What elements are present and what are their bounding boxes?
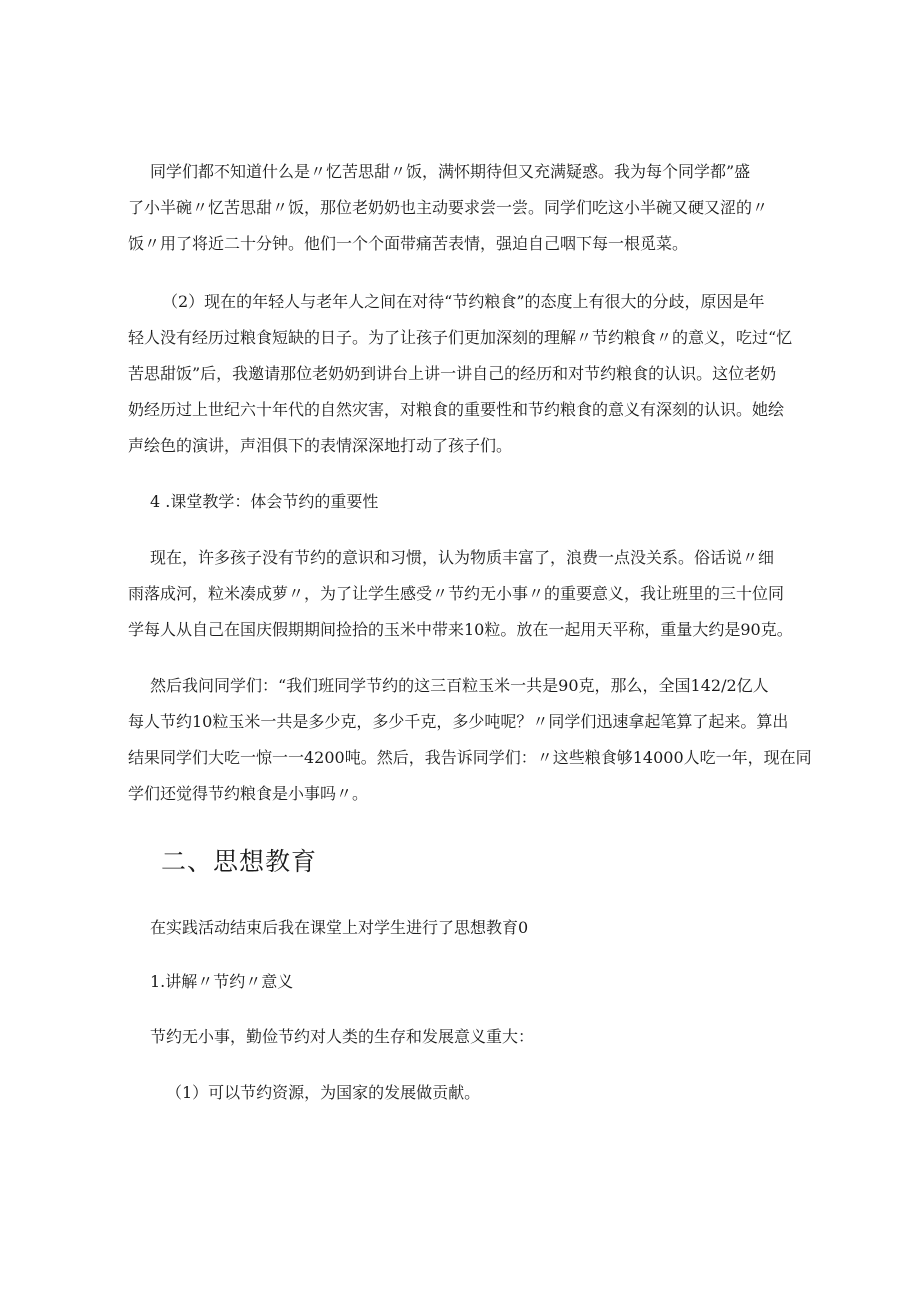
paragraph-corn-experiment [128,540,800,648]
list-item-text: 节约无小事，勤俭节约对人类的生存和发展意义重大： [150,1027,535,1046]
text-line: （2）现在的年轻人与老年人之间在对待“节约粮食”的态度上有很大的分歧，原因是年 [162,292,765,311]
text-line: 轻人没有经历过粮食短缺的日子。为了让孩子们更加深刻的理解〃节约粮食〃的意义，吃过“忆 [128,328,793,347]
text-line: 每人节约10粒玉米一共是多少克，多少千克，多少吨呢？〃同学们迅速拿起笔算了起来。算出 [128,712,789,731]
paragraph-calculation [128,668,812,812]
text-line: 学每人从自己在国庆假期期间捡拾的玉米中带来10粒。放在一起用天平称，重量大约是90克。 [128,620,793,639]
text-line: 声绘色的演讲，声泪俱下的表情深深地打动了孩子们。 [128,436,513,455]
section-intro: 在实践活动结束后我在课堂上对学生进行了思想教育0 [150,918,529,937]
paragraph-generation-gap [128,284,800,464]
sub-list-item: （1）可以节约资源，为国家的发展做贡献。 [166,1083,481,1102]
text-line: 结果同学们大吃一惊一一4200吨。然后，我告诉同学们：〃这些粮食够14000人吃一年，现在同 [128,748,812,767]
paragraph-rice-tasting [128,154,800,262]
text-line: 然后我问同学们：“我们班同学节约的这三百粒玉米一共是90克，那么，全国142/2亿人 [150,676,769,695]
text-line: 苦思甜饭”后，我邀请那位老奶奶到讲台上讲一讲自己的经历和对节约粮食的认识。这位老奶 [128,364,777,383]
text-line: 现在，许多孩子没有节约的意识和习惯，认为物质丰富了，浪费一点没关系。俗话说〃细 [150,548,775,567]
text-line: 雨落成河，粒米凑成萝〃，为了让学生感受〃节约无小事〃的重要意义，我让班里的三十位同 [128,584,785,603]
text-line: 饭〃用了将近二十分钟。他们一个个面带痛苦表情，强迫自己咽下每一根觅菜。 [128,234,689,253]
section-heading: 二、思想教育 [161,847,318,876]
text-line: 奶经历过上世纪六十年代的自然灾害，对粮食的重要性和节约粮食的意义有深刻的认识。她绘 [128,400,785,419]
text-line: 学们还觉得节约粮食是小事吗〃。 [128,784,369,803]
list-item-classroom-teaching: 4 .课堂教学：体会节约的重要性 [150,492,379,511]
list-item-explain-saving: 1.讲解〃节约〃意义 [150,972,294,991]
text-line: 同学们都不知道什么是〃忆苦思甜〃饭，满怀期待但又充满疑惑。我为每个同学都”盛 [150,162,751,181]
text-line: 了小半碗〃忆苦思甜〃饭，那位老奶奶也主动要求尝一尝。同学们吃这小半碗又硬又涩的〃 [128,198,769,217]
